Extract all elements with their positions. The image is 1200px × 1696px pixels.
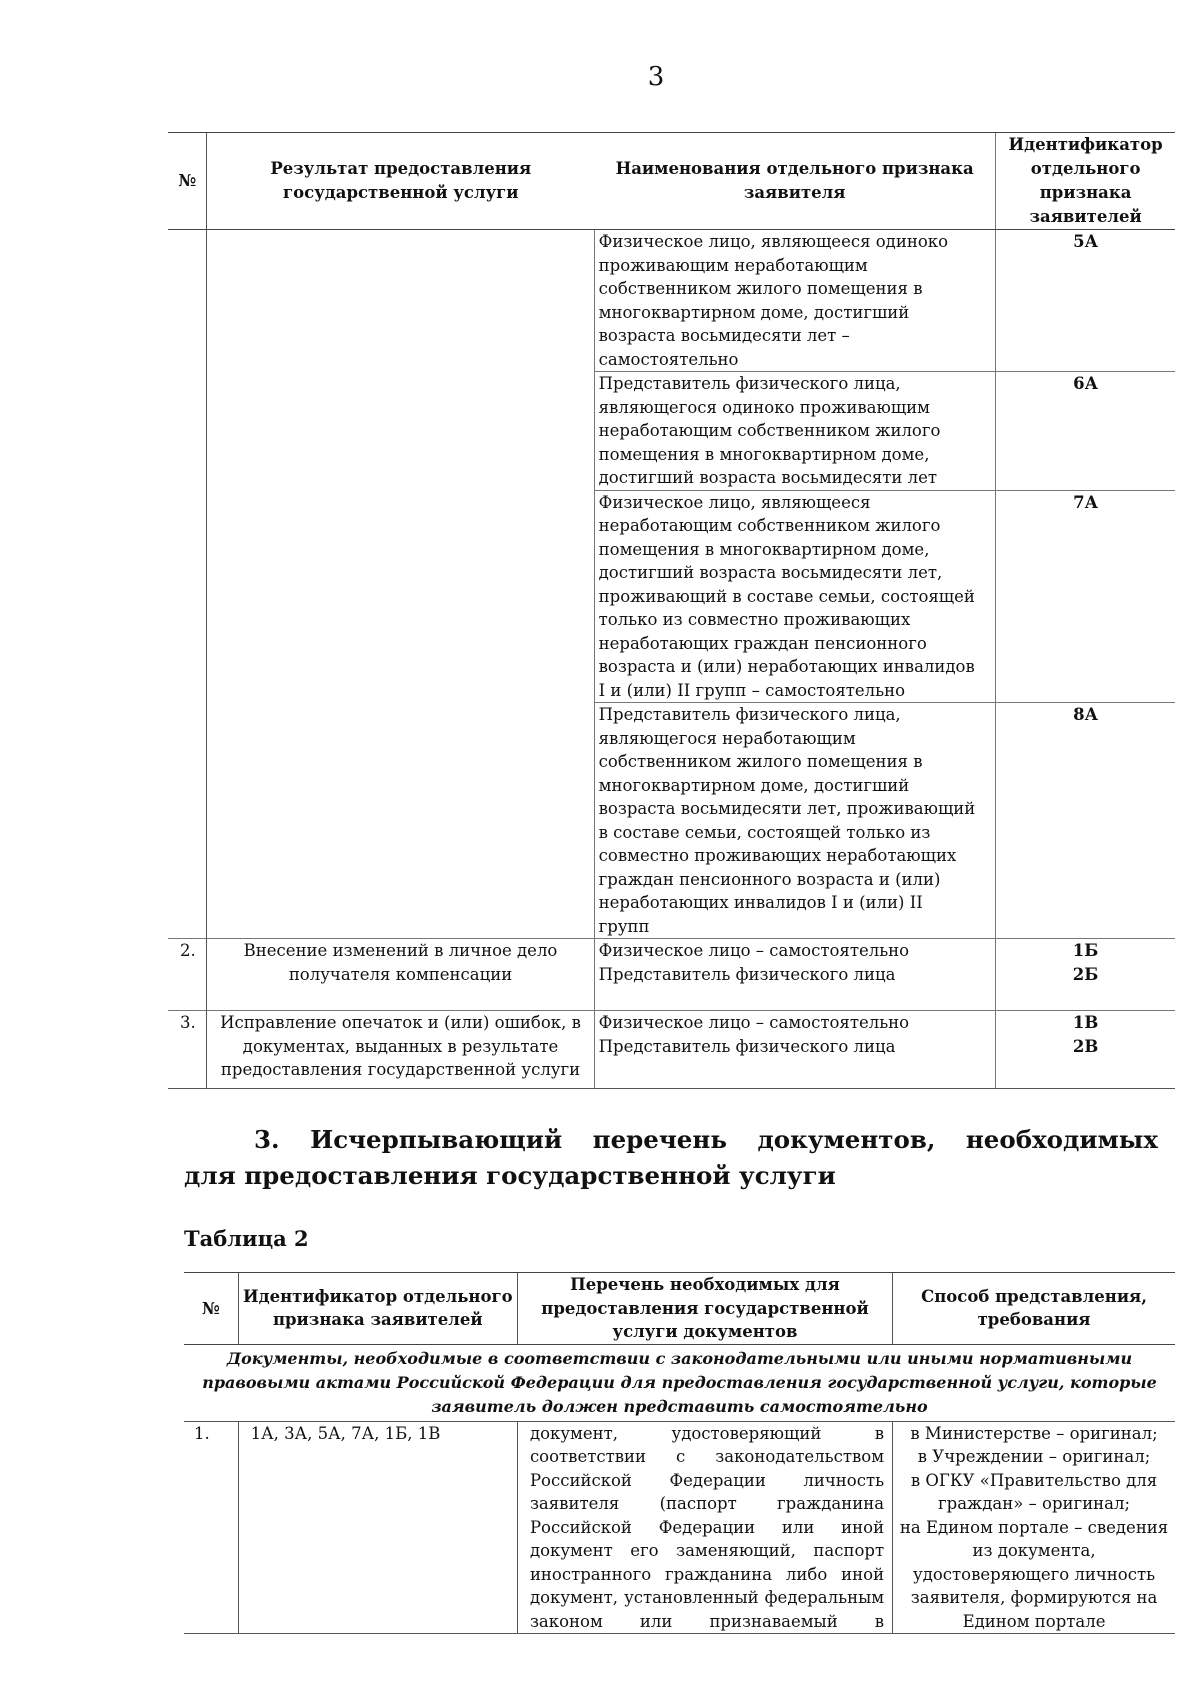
page-number: 3 xyxy=(647,62,665,92)
documents-table xyxy=(184,1272,1175,1634)
identifier-cell: 5А xyxy=(996,230,1175,372)
table1-header-features: Наименования отдельного признака заявителя xyxy=(594,133,996,230)
section-number: 3. xyxy=(254,1125,280,1154)
table1-header-result: Результат предоставления государственной услуги xyxy=(207,133,594,230)
table-row xyxy=(168,490,1175,703)
table1-header-row xyxy=(168,133,1175,230)
method-cell: в Министерстве – оригинал; в Учреждении – оригинал; в ОГКУ «Правительство для граждан» – оригинал; на Едином портале – сведения из документа, удостоверяющего личность заявителя, формируются на Едином портале xyxy=(893,1421,1175,1634)
table1-header-num: № xyxy=(168,133,207,230)
table2-header-docs: Перечень необходимых для предоставления государственной услуги документов xyxy=(517,1273,892,1345)
table2-header-row xyxy=(184,1273,1175,1345)
identifier-cell: 6А xyxy=(996,372,1175,491)
feature-cell: Физическое лицо – самостоятельно Представитель физического лица xyxy=(594,939,996,1011)
feature-cell: Физическое лицо – самостоятельно Представитель физического лица xyxy=(594,1011,996,1089)
table-row xyxy=(168,230,1175,372)
section-heading-line2: для предоставления государственной услуги xyxy=(184,1161,836,1190)
table-row xyxy=(168,939,1175,1011)
applicant-features-table xyxy=(168,132,1175,1089)
result-cell: Внесение изменений в личное дело получателя компенсации xyxy=(207,939,594,1011)
table-row xyxy=(168,1011,1175,1089)
section-heading-word: необходимых xyxy=(965,1125,1158,1154)
section-heading-word: документов, xyxy=(757,1125,936,1154)
section-heading-word: Исчерпывающий xyxy=(310,1125,563,1154)
feature-cell: Физическое лицо, являющееся одиноко проживающим неработающим собственником жилого помещения в многоквартирном доме, достигший возраста восьмидесяти лет – самостоятельно xyxy=(594,230,996,372)
identifier-cell: 1В 2В xyxy=(996,1011,1175,1089)
feature-cell: Физическое лицо, являющееся неработающим собственником жилого помещения в многоквартирном доме, достигший возраста восьмидесяти лет, проживающий в составе семьи, состоящей только из совместно проживающих неработающих граждан пенсионного возраста и (или) неработающих инвалидов I и (или) II групп – самостоятельно xyxy=(594,490,996,703)
table1-header-identifier: Идентификатор отдельного признака заявителей xyxy=(996,133,1175,230)
feature-cell: Представитель физического лица, являющегося неработающим собственником жилого помещения в многоквартирном доме, достигший возраста восьмидесяти лет, проживающий в составе семьи, состоящей только из совместно проживающих неработающих граждан пенсионного возраста и (или) неработающих инвалидов I и (или) II групп xyxy=(594,703,996,939)
table2-header-num: № xyxy=(184,1273,238,1345)
table2-header-method: Способ представления, требования xyxy=(893,1273,1175,1345)
identifier-cell: 1Б 2Б xyxy=(996,939,1175,1011)
row-number: 1. xyxy=(184,1421,238,1634)
section-heading-word: перечень xyxy=(592,1125,727,1154)
table-row xyxy=(184,1421,1175,1634)
table2-group-row xyxy=(184,1344,1175,1421)
table-row xyxy=(168,372,1175,491)
identifier-cell: 7А xyxy=(996,490,1175,703)
documents-cell: документ, удостоверяющий в соответствии с законодательством Российской Федерации личность заявителя (паспорт гражданина Российской Федерации или иной документ его заменяющий, паспорт иностранного гражданина либо иной документ, установленный федеральным законом или признаваемый в xyxy=(517,1421,892,1634)
section-heading xyxy=(184,1122,1158,1194)
table-row xyxy=(168,703,1175,939)
table2-caption: Таблица 2 xyxy=(184,1226,309,1251)
identifiers-cell: 1А, 3А, 5А, 7А, 1Б, 1В xyxy=(238,1421,517,1634)
row-number: 3. xyxy=(168,1011,207,1089)
group-title: Документы, необходимые в соответствии с законодательными или иными нормативными правовыми актами Российской Федерации для предоставления государственной услуги, которые заявитель должен представить самостоятельно xyxy=(184,1344,1175,1421)
identifier-cell: 8А xyxy=(996,703,1175,939)
row-number: 2. xyxy=(168,939,207,1011)
result-cell: Исправление опечаток и (или) ошибок, в документах, выданных в результате предоставления государственной услуги xyxy=(207,1011,594,1089)
feature-cell: Представитель физического лица, являющегося одиноко проживающим неработающим собственником жилого помещения в многоквартирном доме, достигший возраста восьмидесяти лет xyxy=(594,372,996,491)
table2-header-identifier: Идентификатор отдельного признака заявителей xyxy=(238,1273,517,1345)
